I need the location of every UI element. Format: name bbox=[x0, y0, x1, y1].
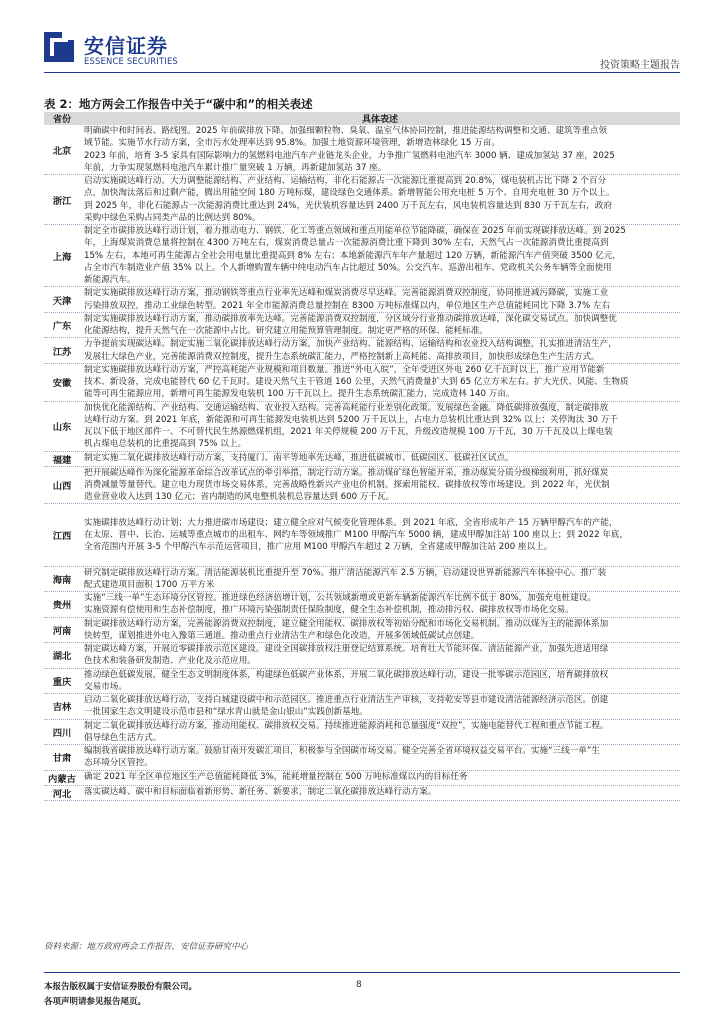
description-line: 瓦以下低于地区部件一、不可替代民生热源燃煤机组，2021 年关停规模 200 万千瓦，升级改造规模 100 万千瓦，30 万千瓦及以上煤电装 bbox=[84, 427, 613, 437]
province-cell: 广东 bbox=[52, 321, 72, 332]
description-line: 快转型，谋划推进外电入豫第三通道。推动重点行业清洁生产和绿色化改造，开展多领域低碳试点创建。 bbox=[84, 630, 480, 641]
description-cell bbox=[80, 567, 680, 592]
province-cell: 河北 bbox=[52, 788, 72, 800]
table-row bbox=[44, 452, 680, 467]
description-line: 明确碳中和时间表、路线图。2025 年前碳排放下降。加强细颗粒物、臭氧、温室气体协同控制，推进能源结构调整和交通、建筑等重点领 bbox=[84, 126, 608, 136]
province-cell: 北京 bbox=[52, 145, 72, 157]
description-line: 启动实施碳达峰行动。大力调整能源结构、产业结构、运输结构，非化石能源占一次能源比重提高到 20.8%，煤电装机占比下降 2 个百分 bbox=[84, 176, 607, 186]
description-line: 造业营业收入达到 130 亿元；省内制造的风电整机装机总容量达到 600 万千瓦。 bbox=[84, 492, 395, 502]
description-line: 确定 2021 年全区单位地区生产总值能耗降低 3%，能耗增量控制在 500 万吨标准煤以内的目标任务 bbox=[84, 771, 468, 782]
table-row bbox=[44, 225, 680, 287]
table-row bbox=[44, 402, 680, 452]
description-line: 制定二氧化碳排放达峰行动方案，推动用能权、碳排放权交易。持续推进能源消耗和总量强度“双控”，实施电能替代工程和重点节能工程。 bbox=[84, 720, 609, 731]
description-cell bbox=[80, 364, 680, 401]
description-line: 研究制定碳排放达峰行动方案。清洁能源装机比重提升至 70%。推广清洁能源汽车 2.5 万辆，启动建设世界新能源汽车体验中心。推广装 bbox=[84, 567, 607, 578]
description-line: 倡导绿色生活方式。 bbox=[84, 732, 162, 743]
statements-table bbox=[44, 112, 680, 801]
description-line: 年前，力争实现氢燃料电池汽车累计推广量突破 1 万辆，再新建加氢站 37 座。 bbox=[84, 162, 387, 173]
footer-disclaimer bbox=[44, 980, 197, 1010]
description-cell bbox=[80, 225, 680, 286]
description-line: 启动二氧化碳排放达峰行动，支持白城建设碳中和示范园区。推进重点行业清洁生产审核，支持乾安等县市建设清洁能源经济示范区。创建 bbox=[84, 695, 609, 705]
description-line: 实施资源有偿使用和生态补偿制度，推广环境污染强制责任保险制度，健全生态补偿机制，推动排污权、碳排放权等市场化交易。 bbox=[84, 605, 574, 616]
page-header bbox=[0, 0, 724, 78]
description-line: 达峰行动方案。到 2021 年底，新能源和可再生能源发电装机达到 5200 万千瓦以上，占电力总装机比重达到 32% 以上；关停淘汰 30 万千 bbox=[84, 414, 618, 425]
description-line: 力争提前实现碳达峰。制定实施二氧化碳排放达峰行动方案，加快产业结构、能源结构、运输结构和农业投入结构调整，扎实推进清洁生产， bbox=[84, 339, 617, 350]
description-line: 采购中绿色采购占同类产品的比例达到 80%。 bbox=[84, 212, 261, 223]
table-row bbox=[44, 669, 680, 695]
footer-statement: 各项声明请参见报告尾页。 bbox=[44, 997, 147, 1007]
description-line: 编制我省碳排放达峰行动方案。鼓励甘南开发碳汇项目，积极参与全国碳市场交易。健全完善全省环境权益交易平台。实施“三线一单”生 bbox=[84, 746, 600, 756]
source-note: 资料来源：地方政府两会工作报告，安信证券研究中心 bbox=[44, 942, 249, 952]
description-line: 新能源汽车。 bbox=[84, 275, 136, 285]
description-line: 制定碳排放达峰行动方案，完善能源消费双控制度，建立健全用能权、碳排放权等初始分配和市场化交易机制。推动以煤为主的能源体系加 bbox=[84, 618, 609, 629]
description-line: 一批国家生态文明建设示范市县和“绿水青山就是金山银山”实践创新基地。 bbox=[84, 707, 368, 718]
description-line: 配式建造项目面积 1700 万平方米 bbox=[84, 579, 215, 590]
column-header-description: 具体表述 bbox=[361, 115, 398, 125]
table-row bbox=[44, 125, 680, 175]
logo-text-cn: 安信证券 bbox=[84, 34, 168, 58]
description-cell bbox=[80, 467, 680, 504]
province-cell: 重庆 bbox=[52, 676, 72, 688]
description-line: 制定碳达峰方案，开展近零碳排放示范区建设。建设全国碳排放权注册登记结算系统。培育壮大节能环保、清洁能源产业，加强先进适用绿 bbox=[84, 644, 609, 654]
logo-text-en: ESSENCE SECURITIES bbox=[84, 56, 178, 66]
description-line: 污染排放双控，推动工业绿色转型。2021 年全市能源消费总量控制在 8300 万吨标准煤以内，单位地区生产总值能耗同比下降 3.7% 左右 bbox=[84, 300, 611, 311]
description-cell bbox=[80, 287, 680, 312]
description-line: 在太原、晋中、长治、运城等重点城市的出租车、网约车等领域推广 M100 甲醇汽车 5000 辆，建成甲醇加注站 100 座以上；到 2022 年底， bbox=[84, 529, 629, 540]
table-row bbox=[44, 467, 680, 505]
province-cell: 山西 bbox=[52, 480, 72, 492]
table-row bbox=[44, 175, 680, 225]
table-body bbox=[44, 125, 680, 801]
table-row bbox=[44, 745, 680, 771]
description-line: 色技术和装备研发制造、产业化及示范应用。 bbox=[84, 656, 256, 667]
province-cell: 海南 bbox=[52, 574, 72, 586]
description-line: 全省范围内开展 3-5 个甲醇汽车示范运营项目，推广应用 M100 甲醇汽车超过 2 万辆，全省建成甲醇加注站 200 座以上。 bbox=[84, 542, 553, 552]
description-line: 推动绿色低碳发展，健全生态文明制度体系，构建绿色低碳产业体系，开展二氧化碳排放达峰行动，建设一批零碳示范园区，培育碳排放权 bbox=[84, 669, 609, 680]
table-row bbox=[44, 313, 680, 339]
description-line: 2023 年前，培育 3-5 家具有国际影响力的氢燃料电池汽车产业链龙头企业，力争推广氢燃料电池汽车 3000 辆、建成加氢站 37 座，2025 bbox=[84, 150, 615, 161]
table-row bbox=[44, 287, 680, 313]
description-line: 制定实施碳排放达峰行动方案，严控高耗能产业规模和项目数量。推进“外电入皖”，全年受进区外电 260 亿千瓦时以上，推广应用节能新 bbox=[84, 364, 605, 375]
description-line: 发展壮大绿色产业，完善能源消费双控制度，提升生态系统碳汇能力，严格控制新上高耗能、高排放项目，加快形成绿色生产生活方式。 bbox=[84, 351, 600, 362]
province-cell: 河南 bbox=[52, 625, 72, 637]
province-cell: 山东 bbox=[52, 422, 72, 433]
description-line: 态环境分区管控。 bbox=[84, 758, 153, 769]
description-cell bbox=[80, 313, 680, 338]
description-line: 实施“三线一单”生态环境分区管控。推进绿色经济倍增计划，公共领域新增或更新车辆新能源汽车比例不低于 80%，加强充电桩建设。 bbox=[84, 593, 596, 603]
description-line bbox=[84, 504, 680, 516]
province-cell: 江西 bbox=[52, 530, 72, 542]
province-cell: 吉林 bbox=[52, 702, 72, 714]
description-line: 制定实施碳排放达峰行动方案，推动钢铁等重点行业率先达峰和煤炭消费尽早达峰。完善能源消费双控制度，协同推进减污降碳，实施工业 bbox=[84, 288, 609, 299]
description-line: 技术、新设备，完成电能替代 60 亿千瓦时。建设天然气主干管道 160 公里，天然气消费量扩大到 65 亿立方米左右。扩大光伏、风能、生物质 bbox=[84, 377, 629, 387]
table-row bbox=[44, 364, 680, 402]
description-cell bbox=[80, 338, 680, 363]
description-cell bbox=[80, 618, 680, 643]
table-row bbox=[44, 592, 680, 618]
province-cell: 四川 bbox=[52, 727, 72, 739]
province-cell: 上海 bbox=[52, 251, 72, 263]
description-cell bbox=[80, 694, 680, 719]
table-row bbox=[44, 720, 680, 746]
report-type: 投资策略主题报告 bbox=[600, 60, 680, 71]
description-line: 能等可再生能源应用，新增可再生能源发电装机 100 万千瓦以上。提升生态系统碳汇能力，完成造林 140 万亩。 bbox=[84, 389, 515, 400]
description-cell bbox=[80, 720, 680, 745]
logo-mark-icon bbox=[44, 32, 74, 62]
header-divider bbox=[44, 72, 680, 73]
province-cell: 内蒙古 bbox=[48, 773, 76, 785]
page-number: 8 bbox=[356, 980, 362, 990]
description-cell bbox=[80, 643, 680, 668]
table-header bbox=[44, 112, 680, 125]
description-line: 化能源结构，提升天然气在一次能源中占比。研究建立用能预算管理制度。制定更严格的环保、能耗标准。 bbox=[84, 326, 488, 336]
table-row bbox=[44, 504, 680, 566]
description-cell bbox=[80, 504, 680, 565]
column-header-province: 省份 bbox=[52, 115, 71, 125]
description-line: 落实碳达峰、碳中和目标面临着新形势、新任务、新要求，制定二氧化碳排放达峰行动方案。 bbox=[84, 786, 437, 797]
description-cell bbox=[80, 125, 680, 174]
description-line bbox=[84, 553, 680, 565]
description-line: 年，上海煤炭消费总量将控制在 4300 万吨左右，煤炭消费总量占一次能源消费比重下降到 30% 左右，天然气占一次能源消费比重提高到 bbox=[84, 238, 609, 249]
description-line: 机占煤电总装机的比重提高到 75% 以上。 bbox=[84, 439, 247, 450]
table-row bbox=[44, 567, 680, 593]
description-line: 点，加快淘汰落后和过剩产能，腾出用能空间 180 万吨标煤，建设绿色交通体系。新增智能公用充电桩 5 万个、自用充电桩 30 万个以上。 bbox=[84, 188, 615, 199]
province-cell: 浙江 bbox=[52, 195, 72, 207]
description-line: 域节能。实施节水行动方案，全市污水处理率达到 95.8%。加强土地资源环境管理，新增造林绿化 15 万亩。 bbox=[84, 138, 500, 149]
table-row bbox=[44, 694, 680, 720]
company-logo bbox=[44, 30, 194, 68]
description-cell bbox=[80, 786, 680, 800]
description-line: 交易市场。 bbox=[84, 681, 127, 692]
province-cell: 天津 bbox=[52, 295, 72, 307]
province-cell: 江苏 bbox=[52, 346, 72, 358]
footer-divider bbox=[44, 972, 680, 973]
table-row bbox=[44, 338, 680, 364]
province-cell: 安徽 bbox=[52, 378, 72, 390]
table-row bbox=[44, 618, 680, 644]
description-line: 制定实施碳排放达峰行动方案，推动碳排放率先达峰。完善能源消费双控制度，分区域分行业推动碳排放达峰，深化碳交易试点。加快调整优 bbox=[84, 313, 617, 324]
description-line: 制定实施二氧化碳排放达峰行动方案，支持厦门、南平等地率先达峰，推进低碳城市、低碳园区、低碳社区试点。 bbox=[84, 452, 514, 463]
description-line: 15% 左右，本地可再生能源占全社会用电量比重提高到 8% 左右；本地新能源汽车年产量超过 120 万辆，新能源汽车产值突破 3500 亿元， bbox=[84, 250, 622, 261]
description-line: 实施碳排放达峰行动计划；大力推进碳市场建设；建立健全应对气候变化管理体系。到 2021 年底，全省形成年产 15 万辆甲醇汽车的产能， bbox=[84, 517, 618, 528]
description-line: 到 2025 年，非化石能源占一次能源消费比重达到 24%，光伏装机容量达到 2400 万千瓦左右，风电装机容量达到 830 万千瓦左右，政府 bbox=[84, 200, 613, 211]
description-line: 加快优化能源结构、产业结构、交通运输结构、农业投入结构。完善高耗能行业差别化政策。发展绿色金融。降低碳排放强度，制定碳排放 bbox=[84, 402, 609, 413]
description-line: 制定全市碳排放达峰行动计划，着力推动电力、钢铁、化工等重点领域和重点用能单位节能降碳，确保在 2025 年前实现碳排放达峰。到 2025 bbox=[84, 226, 626, 236]
footer-copyright: 本报告版权属于安信证券股份有限公司。 bbox=[44, 982, 198, 992]
province-cell: 贵州 bbox=[52, 600, 72, 612]
description-cell bbox=[80, 669, 680, 694]
table-row bbox=[44, 771, 680, 786]
description-cell bbox=[80, 592, 680, 617]
province-cell: 湖北 bbox=[52, 651, 72, 663]
table-row bbox=[44, 786, 680, 801]
description-line: 消费减量等量替代。建立电力现货市场交易体系，完善战略性新兴产业电价机制。探索用能权、碳排放权等市场建设。到 2022 年，光伏制 bbox=[84, 479, 610, 490]
description-line: 把开展碳达峰作为深化能源革命综合改革试点的牵引举措，制定行动方案。推动煤矿绿色智能开采，推动煤炭分质分级梯级利用，抓好煤炭 bbox=[84, 467, 609, 478]
description-cell bbox=[80, 175, 680, 224]
table-row bbox=[44, 643, 680, 669]
description-cell bbox=[80, 745, 680, 770]
province-cell: 福建 bbox=[52, 454, 72, 466]
description-line: 占全市汽车制造业产值 35% 以上。个人新增购置车辆中纯电动汽车占比超过 50%。公交汽车、巡游出租车、党政机关公务车辆等全面使用 bbox=[84, 262, 612, 273]
province-cell: 甘肃 bbox=[52, 753, 72, 765]
table-title: 表 2：地方两会工作报告中关于“碳中和”的相关表述 bbox=[44, 97, 313, 111]
description-cell bbox=[80, 402, 680, 451]
description-cell bbox=[80, 771, 680, 785]
description-cell bbox=[80, 452, 680, 466]
